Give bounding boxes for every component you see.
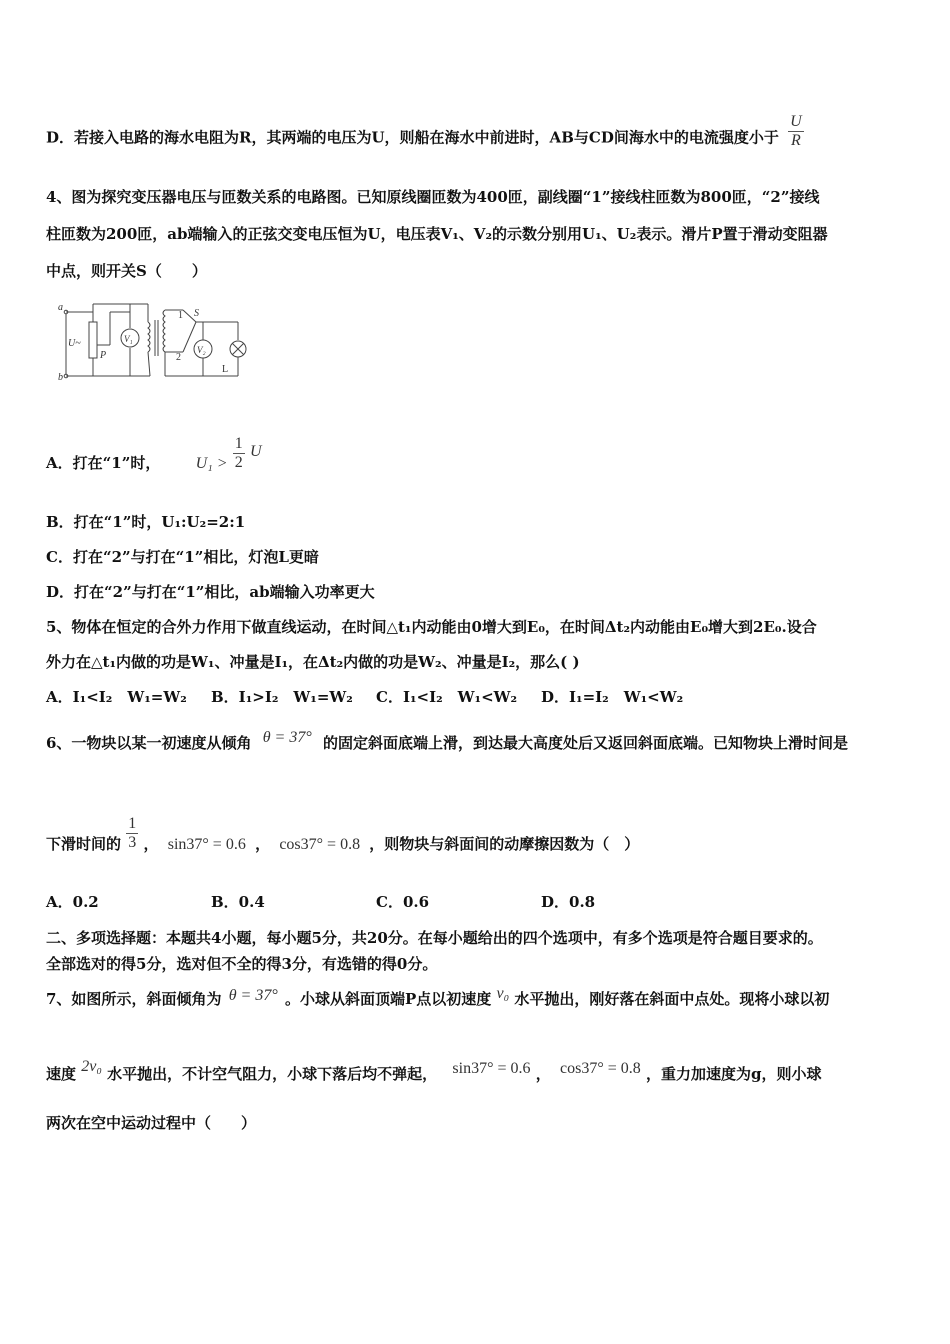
q7-stem-line-2 [46, 1058, 822, 1085]
q6-stem-prefix: 6、一物块以某一初速度从倾角 [46, 734, 252, 752]
q6-options [46, 892, 706, 912]
q4-option-a-fraction [233, 435, 245, 472]
q4-option-a [46, 434, 262, 474]
q7-stem-line-1 [46, 985, 830, 1010]
q7-stem-line-2-mid: 水平抛出，不计空气阻力，小球下落后均不弹起， [107, 1065, 438, 1083]
q7-cos-math: cos37° = 0.8 [559, 1060, 641, 1077]
q5-stem-line-2: 外力在△t₁内做的功是W₁、冲量是I₁，在Δt₂内做的功是W₂、冲量是I₂，那么( ) [46, 653, 580, 671]
q7-stem-mid: 。小球从斜面顶端P点以初速度 [284, 990, 492, 1008]
q4-option-c: C．打在“2”与打在“1”相比，灯泡L更暗 [46, 548, 319, 566]
section-2-line-1: 二、多项选择题：本题共4小题，每小题5分，共20分。在每小题给出的四个选项中，有多个选项是符合题目要求的。 [46, 929, 823, 947]
q4-stem-line-2: 柱匝数为200匝，ab端输入的正弦交变电压恒为U，电压表V₁、V₂的示数分别用U₁、U₂表示。滑片P置于滑动变阻器 [46, 225, 828, 243]
label-p: P [100, 350, 107, 361]
fraction-denominator: R [790, 132, 801, 149]
q4-stem-line-1: 4、图为探究变压器电压与匝数关系的电路图。已知原线圈匝数为400匝，副线圈“1”接线柱匝数为800匝，“2”接线 [46, 188, 820, 206]
q5-option-a: A．I₁<I₂ W₁=W₂ [46, 688, 187, 706]
q7-sin-math: sin37° = 0.6 [452, 1060, 531, 1077]
fraction-denominator: 2 [234, 453, 243, 471]
label-2: 2 [176, 352, 181, 363]
fraction-u-over-r [788, 113, 804, 150]
label-a: a [58, 302, 63, 313]
q7-separator: ， [535, 1065, 551, 1083]
q6-stem-line-2-prefix: 下滑时间的 [46, 835, 122, 853]
q6-option-a: A．0.2 [46, 893, 99, 911]
q6-sin-math: sin37° = 0.6 [167, 836, 246, 853]
q7-stem-line-2-prefix: 速度 [46, 1065, 77, 1083]
q6-angle-math: θ = 37° [262, 729, 312, 746]
q6-fraction [126, 815, 138, 852]
section-2-line-2: 全部选对的得5分，选对但不全的得3分，有选错的得0分。 [46, 955, 438, 973]
q6-stem-line-1 [46, 729, 848, 754]
fraction-denominator: 3 [128, 833, 137, 851]
label-b: b [58, 372, 63, 382]
label-u: U~ [68, 338, 81, 349]
q7-stem-suffix: 水平抛出，刚好落在斜面中点处。现将小球以初 [514, 990, 830, 1008]
q4-option-a-math-left: U₁ > [195, 455, 228, 472]
label-l: L [222, 364, 229, 375]
q7-stem-prefix: 7、如图所示，斜面倾角为 [46, 990, 222, 1008]
q4-option-a-math-right: U [249, 443, 262, 460]
q4-option-a-text: A．打在“1”时， [46, 454, 161, 472]
q6-stem-line-2-suffix: ，则物块与斜面间的动摩擦因数为（ ） [369, 835, 640, 853]
q6-option-d: D．0.8 [541, 893, 596, 911]
q6-stem-suffix: 的固定斜面底端上滑，到达最大高度处后又返回斜面底端。已知物块上滑时间是 [322, 734, 848, 752]
q7-stem-line-3: 两次在空中运动过程中（ ） [46, 1114, 257, 1132]
q5-option-c: C．I₁<I₂ W₁<W₂ [376, 688, 518, 706]
q6-separator-1: ， [143, 835, 159, 853]
q6-separator-2: ， [255, 835, 271, 853]
label-s: S [194, 308, 199, 319]
q6-option-b: B．0.4 [211, 893, 265, 911]
q4-option-b: B．打在“1”时，U₁:U₂=2:1 [46, 513, 246, 531]
q5-stem-line-1: 5、物体在恒定的合外力作用下做直线运动，在时间△t₁内动能由0增大到E₀，在时间Δt₂内动能由E₀增大到2E₀.设合 [46, 618, 817, 636]
transformer-circuit-diagram [58, 300, 248, 382]
q6-cos-math: cos37° = 0.8 [279, 836, 361, 853]
q7-angle-math: θ = 37° [228, 987, 278, 1004]
q5-option-b: B．I₁>I₂ W₁=W₂ [211, 688, 353, 706]
q6-stem-line-2 [46, 814, 640, 855]
fraction-numerator: 1 [128, 814, 137, 832]
q6-option-c: C．0.6 [376, 893, 430, 911]
label-v2: V₂ [197, 345, 206, 355]
q3-option-d-text: D．若接入电路的海水电阻为R，其两端的电压为U，则船在海水中前进时，AB与CD间海水中的电流强度小于 [46, 128, 779, 147]
q7-2v0-math: 2v₀ [81, 1058, 102, 1075]
label-1: 1 [178, 310, 183, 321]
fraction-numerator: U [790, 113, 802, 130]
q7-stem-line-2-suffix: ，重力加速度为g，则小球 [645, 1065, 822, 1083]
q4-option-d: D．打在“2”与打在“1”相比，ab端输入功率更大 [46, 583, 375, 601]
q4-stem-line-3: 中点，则开关S（ ） [46, 262, 207, 280]
q5-option-d: D．I₁=I₂ W₁<W₂ [541, 688, 684, 706]
q7-v0-math: v₀ [496, 985, 510, 1002]
label-v1: V₁ [124, 334, 133, 344]
fraction-numerator: 1 [234, 434, 243, 452]
q5-options [46, 687, 706, 707]
q3-option-d [46, 113, 804, 150]
